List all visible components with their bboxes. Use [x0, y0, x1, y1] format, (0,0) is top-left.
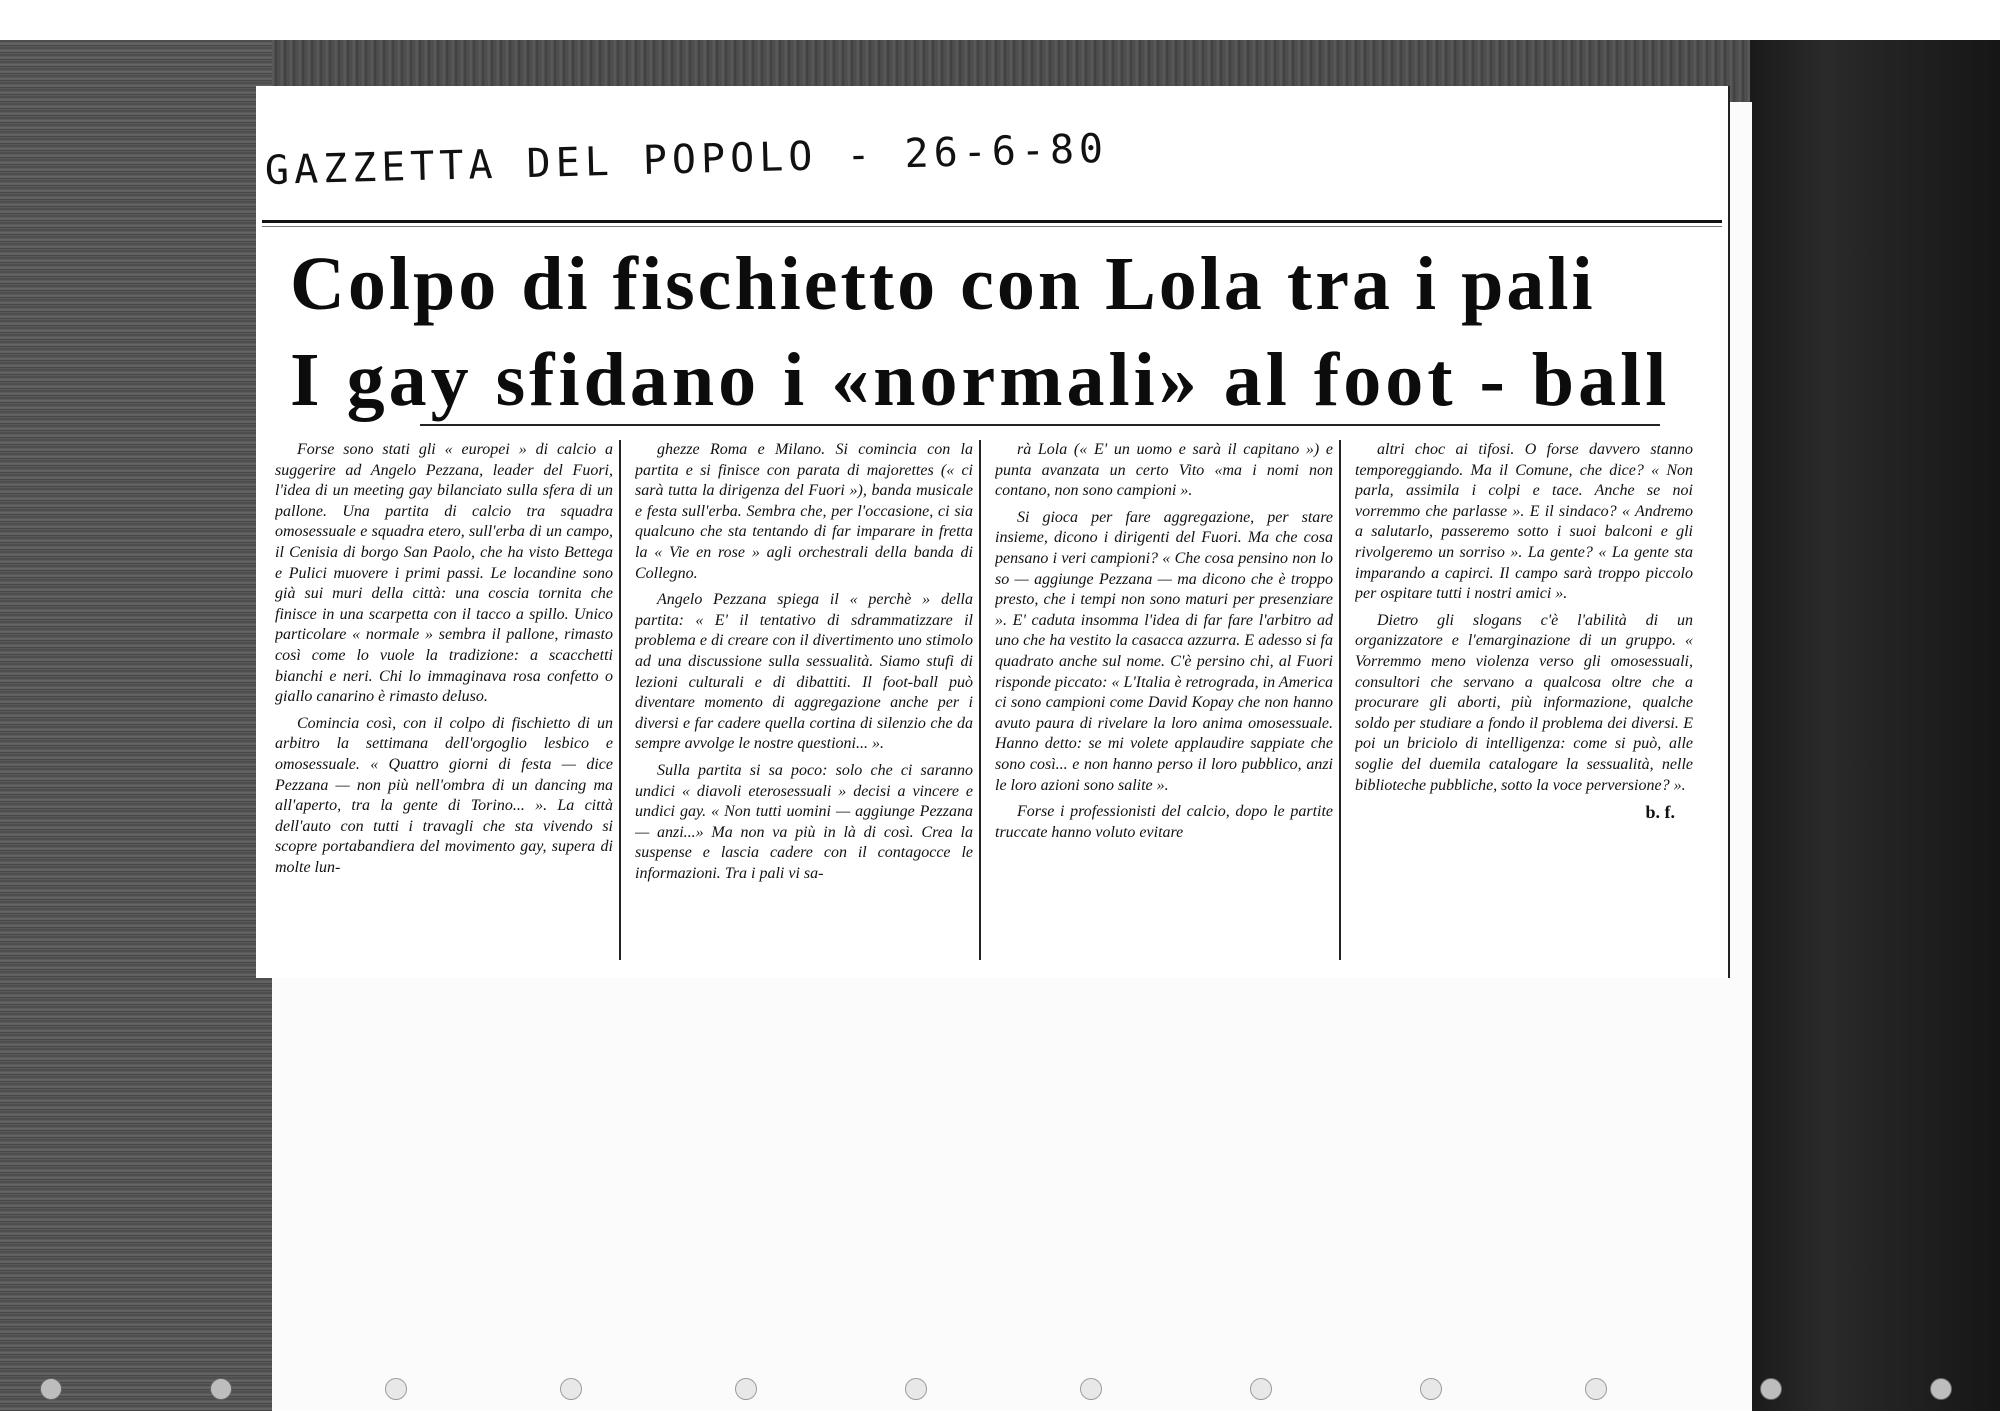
binder-hole	[385, 1378, 407, 1400]
headline-underline	[420, 424, 1660, 426]
scanner-right-edge	[1750, 40, 2000, 1411]
author-signature: b. f.	[1645, 802, 1675, 823]
paragraph: Angelo Pezzana spiega il « perchè » della partita: « E' il tentativo di sdrammatizzare il problema e di creare con il divertimento uno stimolo ad una discussione sulla sessualità. Siamo stufi di lezioni culturali e di dibattiti. Il foot-ball può diventare momento di aggregazione anche per i diversi e far cadere quella cortina di silenzio che da sempre avvolge le nostre questioni... ».	[635, 591, 973, 753]
binder-hole	[905, 1378, 927, 1400]
article-headline	[290, 236, 1710, 428]
binder-hole	[210, 1378, 232, 1400]
binder-hole	[1080, 1378, 1102, 1400]
binder-hole	[1250, 1378, 1272, 1400]
article-column-4	[1355, 440, 1699, 960]
article-column-3	[995, 440, 1341, 960]
paragraph: Si gioca per fare aggregazione, per stare insieme, dicono i dirigenti del Fuori. Ma che cosa pensano i veri campioni? « Che cosa pensino non lo so — aggiunge Pezzana — ma dicono che è troppo presto, che i tempi non sono maturi per presenziare ». E' caduta insomma l'idea di far fare l'arbitro ad uno che ha vestito la casacca azzurra. E adesso si fa quadrato anche sul nome. C'è persino chi, al Fuori risponde piccato: « L'Italia è retrograda, in America ci sono campioni come David Kopay che non hanno avuto paura di rivelare la loro anima omosessuale. Hanno detto: se mi volete applaudire sappiate che sono così... e non hanno perso il loro pubblico, anzi le loro azioni sono salite ».	[995, 508, 1333, 794]
binder-hole	[1760, 1378, 1782, 1400]
scanner-left-edge	[0, 40, 272, 1411]
binder-hole	[735, 1378, 757, 1400]
paragraph: Sulla partita si sa poco: solo che ci saranno undici « diavoli eterosessuali » decisi a vincere e undici gay. « Non tutti uomini — aggiunge Pezzana — anzi...» Ma non va più in là di così. Crea la suspense e lascia cadere con il contagocce le informazioni. Tra i pali vi sa-	[635, 761, 973, 882]
binder-hole	[1930, 1378, 1952, 1400]
binder-hole	[1420, 1378, 1442, 1400]
binder-hole	[560, 1378, 582, 1400]
headline-line-2: I gay sfidano i «normali» al foot - ball	[290, 338, 1671, 422]
clipping-top-rule	[262, 220, 1722, 223]
article-column-2	[635, 440, 981, 960]
binder-hole	[1585, 1378, 1607, 1400]
paragraph: Dietro gli slogans c'è l'abilità di un organizzatore e l'emarginazione di un gruppo. « Vorremmo meno violenza verso gli omosessuali, consultori che servano a qualcosa oltre che a procurare gli aborti, più informazione, qualche soldo per studiare a fondo il problema dei diversi. E poi un briciolo di intelligenza: come si può, alle soglie del duemila catalogare la sessualità, nelle biblioteche pubbliche, sotto la voce perversione? ».	[1355, 611, 1693, 794]
binder-holes	[0, 1378, 2000, 1408]
handwritten-source-note: GAZZETTA DEL POPOLO - 26-6-80	[264, 125, 1109, 194]
paragraph: Forse i professionisti del calcio, dopo le partite truccate hanno voluto evitare	[995, 803, 1333, 841]
clipping-top-rule-thin	[262, 226, 1722, 227]
article-body	[275, 440, 1725, 960]
binder-hole	[40, 1378, 62, 1400]
paragraph: altri choc ai tifosi. O forse davvero stanno temporeggiando. Ma il Comune, che dice? « Non parla, assimila i colpi e tace. Anche se noi vorremmo che parlasse ». E il sindaco? « Andremo a salutarlo, passeremo sotto i suoi balconi e gli rivolgeremo un sorriso ». La gente? « La gente sta imparando a capirci. Il campo sarà troppo piccolo per ospitare tutti i nostri amici ».	[1355, 441, 1693, 603]
paragraph: rà Lola (« E' un uomo e sarà il capitano ») e punta avanzata un certo Vito «ma i nomi non contano, non sono campioni ».	[995, 441, 1333, 500]
article-column-1	[275, 440, 621, 960]
headline-line-1: Colpo di fischietto con Lola tra i pali	[290, 242, 1596, 326]
paragraph: ghezze Roma e Milano. Si comincia con la partita e si finisce con parata di majorettes (« ci sarà tutta la dirigenza del Fuori »), banda musicale e festa sull'erba. Sembra che, per l'occasione, ci sia qualcuno che sta tentando di far imparare in fretta la « Vie en rose » agli orchestrali della banda di Collegno.	[635, 441, 973, 582]
paragraph: Comincia così, con il colpo di fischietto di un arbitro la settimana dell'orgoglio lesbico e omosessuale. « Quattro giorni di festa — dice Pezzana — non più nell'ombra di un dancing ma all'aperto, tra la gente di Torino... ». La città dell'auto con tutti i travagli che sta vivendo si scopre portabandiera del movimento gay, supera di molte lun-	[275, 714, 613, 876]
paragraph: Forse sono stati gli « europei » di calcio a suggerire ad Angelo Pezzana, leader del Fuori, l'idea di un meeting gay bilanciato sulla sfera di un pallone. Una partita di calcio tra squadra omosessuale e squadra etero, sull'erba di un campo, il Cenisia di borgo San Paolo, che ha visto Bettega e Pulici muovere i primi passi. Le locandine sono già sui muri della città: una coscia tornita che finisce in una scarpetta con il tacco a spillo. Unico particolare « normale » sembra il pallone, rimasto così come lo vuole la tradizione: a scacchetti bianchi e neri. Chi lo immaginava rosa confetto o giallo canarino è rimasto deluso.	[275, 441, 613, 706]
